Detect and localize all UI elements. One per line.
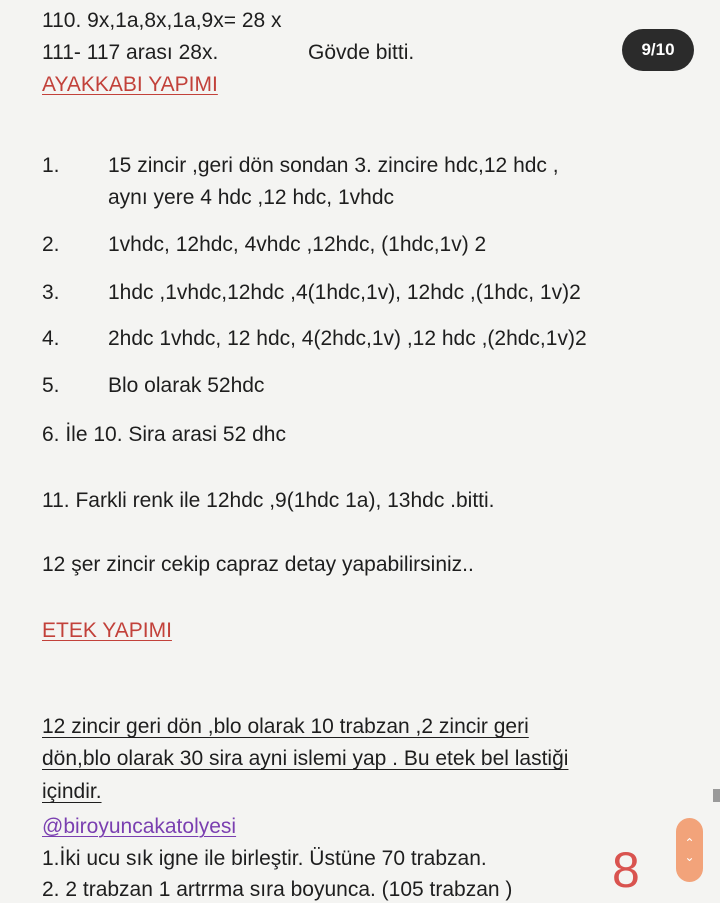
step-text: 2hdc 1vhdc, 12 hdc, 4(2hdc,1v) ,12 hdc ,(2hdc,1v)2 xyxy=(108,327,587,350)
step-text: 1hdc ,1vhdc,12hdc ,4(1hdc,1v), 12hdc ,(1hdc, 1v)2 xyxy=(108,281,581,304)
page-number: 8 xyxy=(612,842,640,898)
step-text-continued: aynı yere 4 hdc ,12 hdc, 1vhdc xyxy=(108,186,395,209)
step-text: 1vhdc, 12hdc, 4vhdc ,12hdc, (1hdc,1v) 2 xyxy=(108,233,487,256)
shoe-section-heading: AYAKKABI YAPIMI xyxy=(42,73,218,96)
step-text: 15 zincir ,geri dön sondan 3. zincire hdc,12 hdc , xyxy=(108,154,559,177)
skirt-step-2: 2. 2 trabzan 1 artrrma sıra boyunca. (105 trabzan ) xyxy=(42,878,513,901)
rows-6-10: 6. İle 10. Sira arasi 52 dhc xyxy=(42,423,286,446)
body-finished-note: Gövde bitti. xyxy=(308,41,415,64)
scrollbar-thumb[interactable] xyxy=(713,789,720,802)
instagram-handle-link[interactable]: @biroyuncakatolyesi xyxy=(42,815,237,838)
chevron-down-icon[interactable]: ⌄ xyxy=(684,850,695,864)
paragraph-line: içindir. xyxy=(42,780,102,803)
paragraph-line: dön,blo olarak 30 sira ayni islemi yap . Bu etek bel lastiği xyxy=(42,747,569,770)
row-11: 11. Farkli renk ile 12hdc ,9(1hdc 1a), 13hdc .bitti. xyxy=(42,489,495,512)
paragraph-line: 12 zincir geri dön ,blo olarak 10 trabzan ,2 zincir geri xyxy=(42,715,529,738)
step-number: 4. xyxy=(42,327,60,350)
row-110: 110. 9x,1a,8x,1a,9x= 28 x xyxy=(42,9,282,32)
scroll-page-button[interactable] xyxy=(676,818,703,882)
chain-detail-note: 12 şer zincir cekip capraz detay yapabilirsiniz.. xyxy=(42,553,474,576)
step-number: 2. xyxy=(42,233,60,256)
step-number: 5. xyxy=(42,374,60,397)
skirt-section-heading: ETEK YAPIMI xyxy=(42,619,172,642)
step-number: 3. xyxy=(42,281,60,304)
rows-111-117: 111- 117 arası 28x. xyxy=(42,41,219,64)
step-text: Blo olarak 52hdc xyxy=(108,374,265,397)
step-number: 1. xyxy=(42,154,60,177)
chevron-up-icon[interactable]: ⌃ xyxy=(684,836,695,850)
page-position-badge: 9/10 xyxy=(622,29,694,71)
skirt-step-1: 1.İki ucu sık igne ile birleştir. Üstüne 70 trabzan. xyxy=(42,847,487,870)
